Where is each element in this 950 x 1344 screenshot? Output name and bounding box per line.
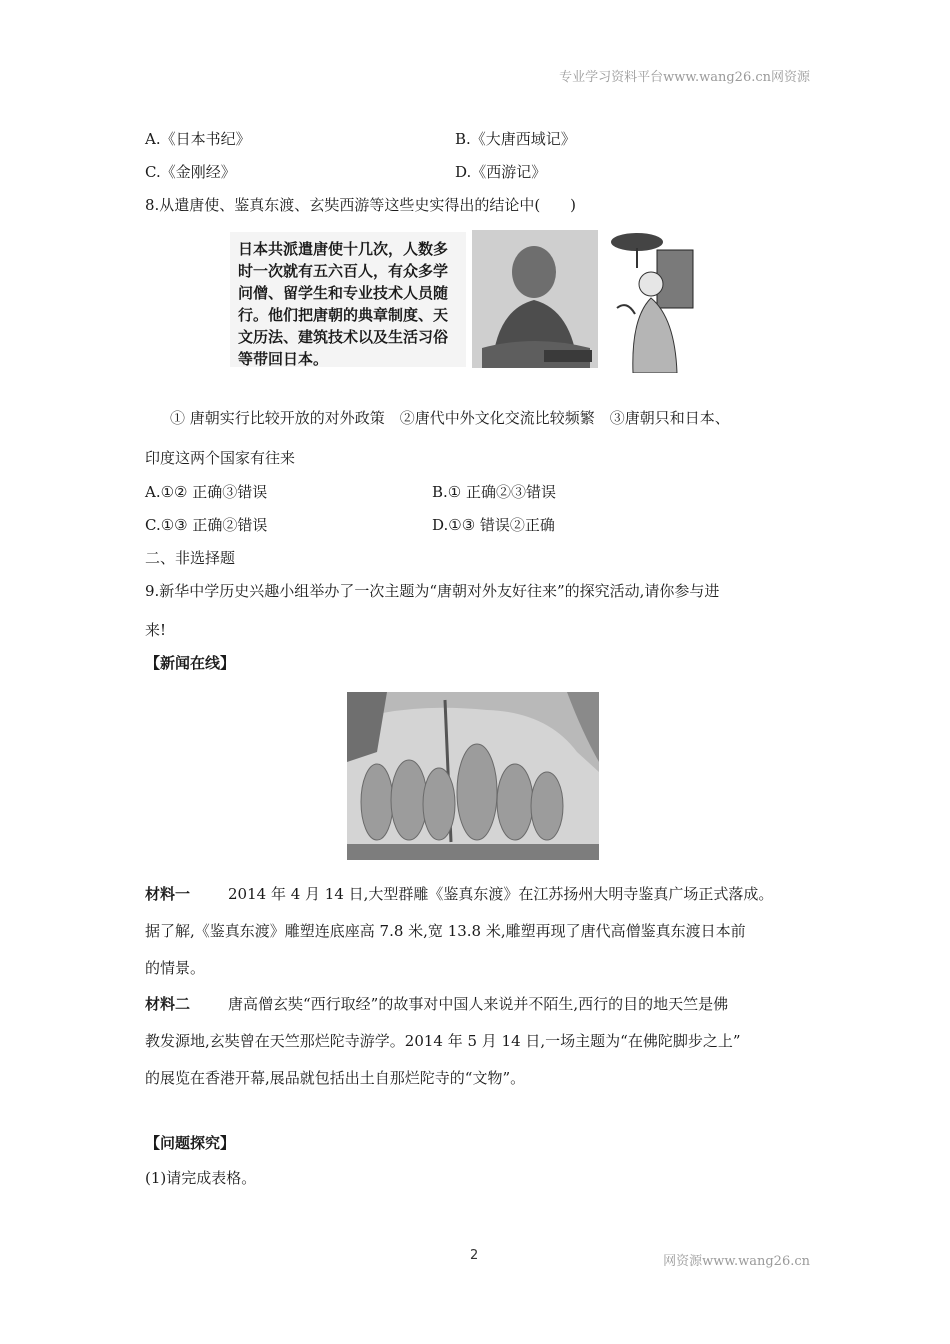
q8-option-c: C.①③ 正确②错误 xyxy=(145,516,268,534)
q8-text-image xyxy=(230,232,466,367)
q7-option-c: C.《金刚经》 xyxy=(145,163,236,181)
jianzhen-statue-image xyxy=(472,230,598,368)
q9-sub1: (1)请完成表格。 xyxy=(145,1169,257,1187)
q9-stem-line1: 9.新华中学历史兴趣小组举办了一次主题为“唐朝对外友好往来”的探究活动,请你参与进 xyxy=(145,582,720,600)
material1-line3: 的情景。 xyxy=(145,959,206,977)
xuanzang-drawing-image xyxy=(605,228,703,373)
q7-option-b: B.《大唐西域记》 xyxy=(455,130,576,148)
q8-option-b: B.① 正确②③错误 xyxy=(432,483,557,501)
q8-statements-line1: ① 唐朝实行比较开放的对外政策 ②唐代中外文化交流比较频繁 ③唐朝只和日本、 xyxy=(170,409,730,427)
material1-line1: 2014 年 4 月 14 日,大型群雕《鉴真东渡》在江苏扬州大明寺鉴真广场正式落成。 xyxy=(228,885,774,903)
material1-label: 材料一 xyxy=(145,885,191,903)
header-watermark: 专业学习资料平台www.wang26.cn网资源 xyxy=(559,70,810,85)
material1-line2: 据了解,《鉴真东渡》雕塑连底座高 7.8 米,宽 13.8 米,雕塑再现了唐代高僧鉴真东渡日本前 xyxy=(145,922,746,940)
q8-stem: 8.从遣唐使、鉴真东渡、玄奘西游等这些史实得出的结论中( ) xyxy=(145,196,577,214)
page-number: 2 xyxy=(470,1248,479,1263)
material2-line3: 的展览在香港开幕,展品就包括出土自那烂陀寺的“文物”。 xyxy=(145,1069,526,1087)
section-title: 二、非选择题 xyxy=(145,549,236,567)
jianzhen-sculpture-photo xyxy=(347,692,599,860)
q8-image-text: 日本共派遣唐使十几次，人数多时一次就有五六百人，有众多学问僧、留学生和专业技术人员随行。他们把唐朝的典章制度、天文历法、建筑技术以及生活习俗等带回日本。 xyxy=(238,240,449,368)
q8-option-a: A.①② 正确③错误 xyxy=(145,483,268,501)
material2-line2: 教发源地,玄奘曾在天竺那烂陀寺游学。2014 年 5 月 14 日,一场主题为“在佛陀脚步之上” xyxy=(145,1032,741,1050)
inquiry-heading: 【问题探究】 xyxy=(145,1134,236,1152)
q8-statements-line2: 印度这两个国家有往来 xyxy=(145,449,296,467)
q8-option-d: D.①③ 错误②正确 xyxy=(432,516,555,534)
q7-option-d: D.《西游记》 xyxy=(455,163,547,181)
footer-watermark: 网资源www.wang26.cn xyxy=(663,1254,810,1269)
news-heading: 【新闻在线】 xyxy=(145,654,236,672)
material2-label: 材料二 xyxy=(145,995,191,1013)
q7-option-a: A.《日本书纪》 xyxy=(145,130,251,148)
material2-line1: 唐高僧玄奘“西行取经”的故事对中国人来说并不陌生,西行的目的地天竺是佛 xyxy=(228,995,729,1013)
q9-stem-line2: 来! xyxy=(145,621,167,639)
